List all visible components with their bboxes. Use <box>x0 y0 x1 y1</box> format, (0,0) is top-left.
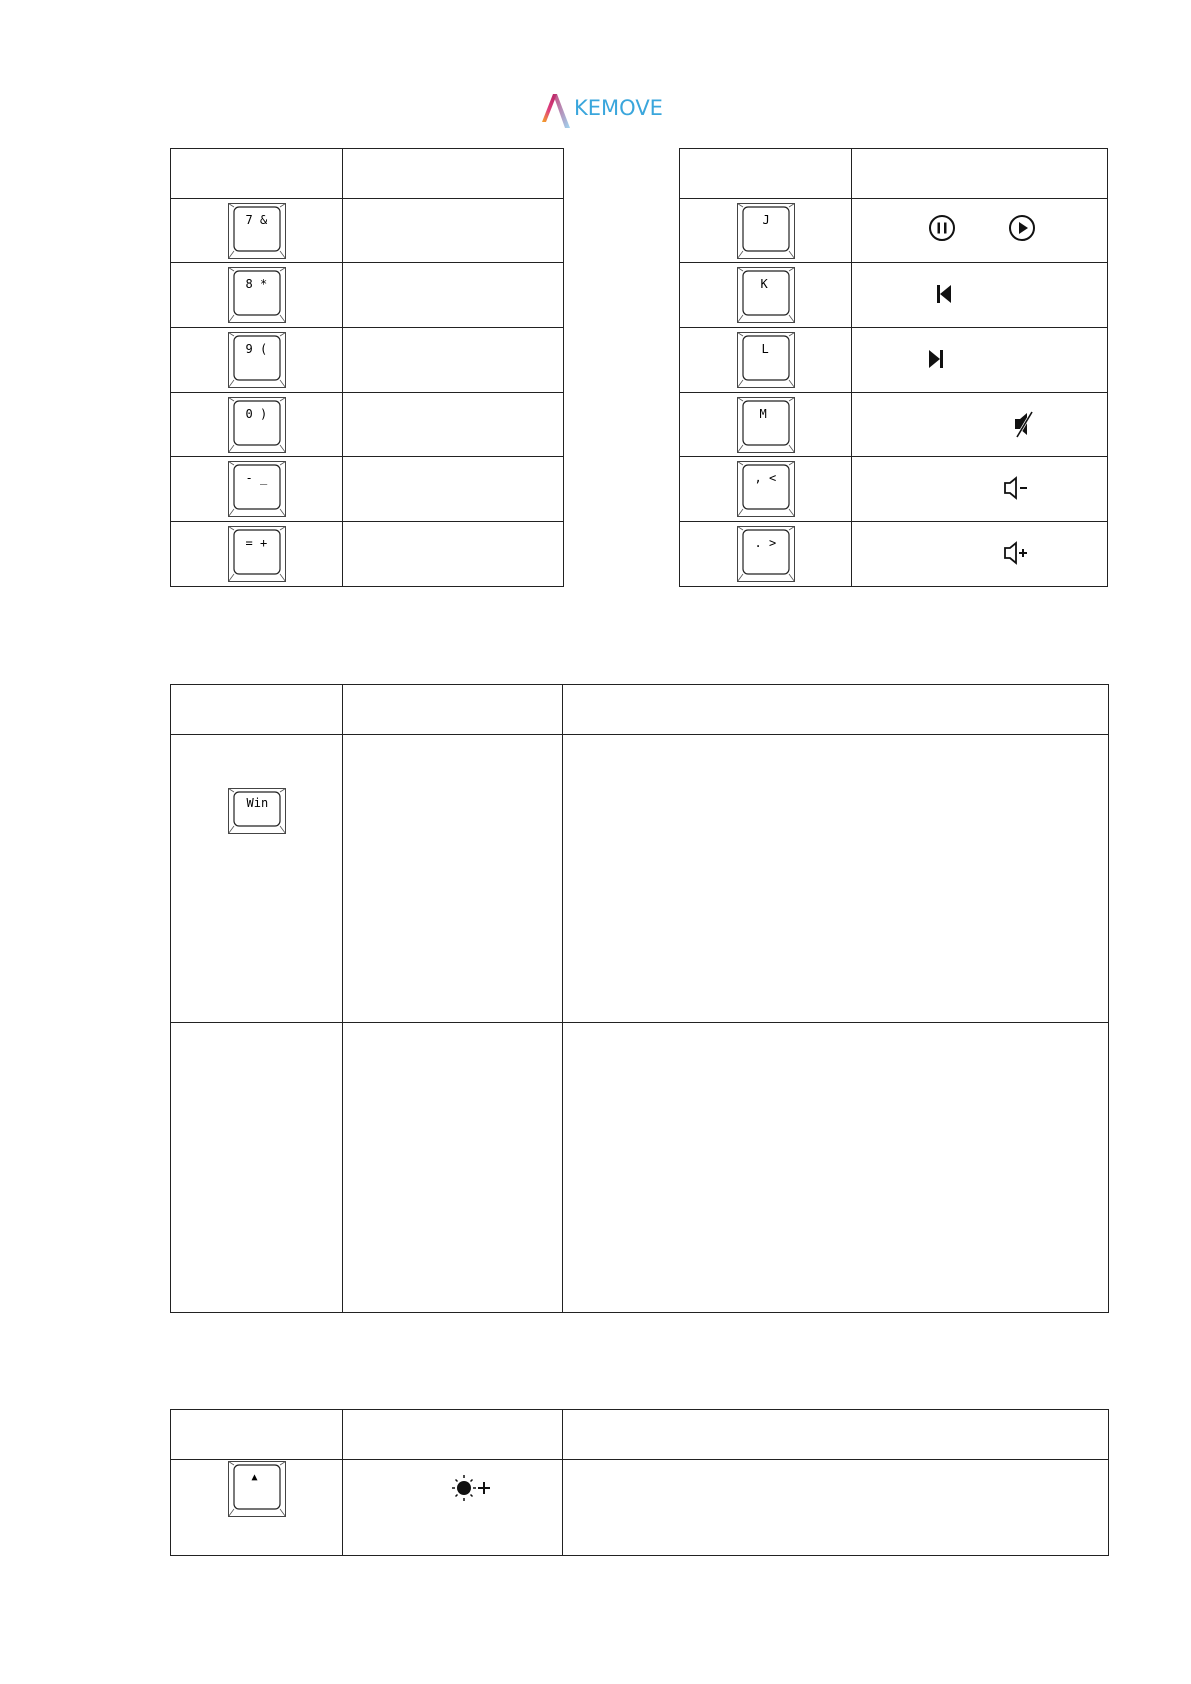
description-cell <box>343 328 564 393</box>
key-cell <box>171 328 343 393</box>
next-track-icon <box>926 348 946 370</box>
function-cell <box>852 393 1108 457</box>
header-cell <box>171 685 343 735</box>
function-cell <box>852 457 1108 522</box>
key-label: . > <box>754 536 777 550</box>
function-cell <box>343 1023 563 1313</box>
description-cell <box>563 735 1109 1023</box>
keycap-l <box>737 332 795 388</box>
keycap-up-arrow <box>228 1461 286 1517</box>
key-cell <box>171 735 343 1023</box>
media-keys-table <box>679 148 1108 587</box>
win-key-table <box>170 684 1109 1313</box>
header-cell <box>563 1410 1109 1460</box>
key-cell <box>171 393 343 457</box>
description-cell <box>343 199 564 263</box>
header-cell <box>343 149 564 199</box>
keycap-minus <box>228 461 286 517</box>
key-label: L <box>761 342 769 356</box>
keycap-j <box>737 203 795 259</box>
keycap-period <box>737 526 795 582</box>
description-cell <box>343 457 564 522</box>
function-cell <box>852 328 1108 393</box>
key-cell <box>680 263 852 328</box>
header-cell <box>563 685 1109 735</box>
header-cell <box>171 149 343 199</box>
key-label: 9 ( <box>245 342 268 356</box>
key-label: 0 ) <box>245 406 268 421</box>
key-cell <box>680 393 852 457</box>
brightness-up-icon <box>452 1474 494 1502</box>
key-label: K <box>760 277 768 291</box>
key-cell <box>171 199 343 263</box>
description-cell <box>563 1023 1109 1313</box>
play-icon <box>1007 213 1037 243</box>
keycap-8 <box>228 267 286 323</box>
keycap-m <box>737 397 795 453</box>
description-cell <box>343 522 564 587</box>
kemove-logo-mark-icon <box>540 92 574 132</box>
function-cell <box>852 199 1108 263</box>
key-label: ▲ <box>251 1472 258 1483</box>
function-cell <box>852 263 1108 328</box>
header-cell <box>680 149 852 199</box>
keycap-7 <box>228 203 286 259</box>
header-cell <box>171 1410 343 1460</box>
pause-icon <box>927 213 957 243</box>
keycap-k <box>737 267 795 323</box>
key-cell <box>680 328 852 393</box>
key-cell <box>680 522 852 587</box>
key-cell <box>680 199 852 263</box>
kemove-logo <box>540 92 663 132</box>
keycap-equals <box>228 526 286 582</box>
number-keys-table <box>170 148 564 587</box>
key-label: 7 & <box>245 212 268 227</box>
description-cell <box>343 263 564 328</box>
function-cell <box>852 522 1108 587</box>
previous-track-icon <box>934 283 954 305</box>
mute-icon <box>1012 409 1036 439</box>
logo-text: KEMOVE <box>574 96 663 120</box>
header-cell <box>343 1410 563 1460</box>
description-cell <box>343 393 564 457</box>
key-label: Win <box>246 796 269 810</box>
key-label: , < <box>754 471 777 485</box>
key-cell <box>171 263 343 328</box>
keycap-win <box>228 788 286 834</box>
header-cell <box>343 685 563 735</box>
key-cell <box>171 522 343 587</box>
volume-down-icon <box>1002 475 1030 501</box>
key-label: = + <box>245 536 268 550</box>
key-label: M <box>759 406 767 421</box>
key-label: 8 * <box>245 277 268 291</box>
header-cell <box>852 149 1108 199</box>
key-label: - _ <box>245 471 268 485</box>
key-cell <box>680 457 852 522</box>
description-cell <box>563 1460 1109 1556</box>
backlight-table <box>170 1409 1109 1556</box>
keycap-comma <box>737 461 795 517</box>
key-cell <box>171 1023 343 1313</box>
key-label: J <box>762 212 770 227</box>
volume-up-icon <box>1002 540 1030 566</box>
keycap-9 <box>228 332 286 388</box>
function-cell <box>343 1460 563 1556</box>
keycap-0 <box>228 397 286 453</box>
key-cell <box>171 1460 343 1556</box>
key-cell <box>171 457 343 522</box>
function-cell <box>343 735 563 1023</box>
